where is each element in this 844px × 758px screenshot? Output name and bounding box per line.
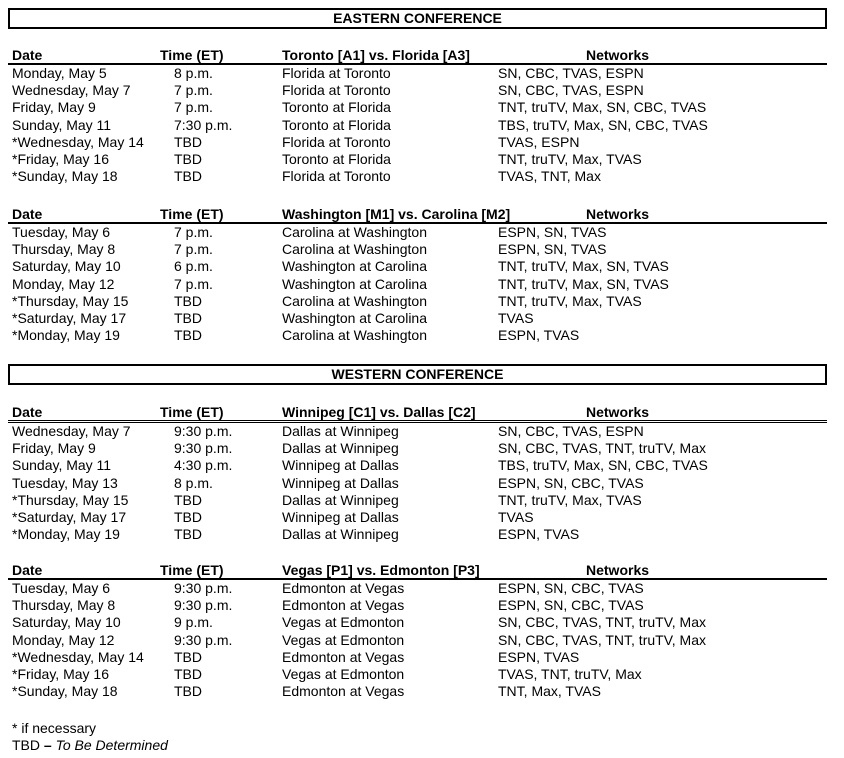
- game-matchup: Winnipeg at Dallas: [282, 474, 399, 491]
- game-matchup: Winnipeg at Dallas: [282, 457, 399, 474]
- game-time: 8 p.m.: [174, 474, 213, 491]
- game-date: Thursday, May 8: [12, 241, 116, 258]
- series-header: [8, 403, 827, 420]
- game-matchup: Carolina at Washington: [282, 327, 428, 344]
- game-networks: ESPN, TVAS: [498, 648, 580, 665]
- header-time: Time (ET): [160, 562, 224, 578]
- game-matchup: Vegas at Edmonton: [282, 665, 405, 682]
- game-row: [8, 649, 827, 666]
- game-matchup: Winnipeg at Dallas: [282, 508, 399, 525]
- game-time: TBD: [174, 683, 202, 700]
- game-networks: SN, CBC, TVAS, TNT, truTV, Max: [498, 631, 706, 648]
- game-time: TBD: [174, 168, 202, 185]
- header-date: Date: [12, 404, 43, 420]
- game-date: *Monday, May 19: [12, 327, 120, 344]
- series-header: [8, 561, 827, 578]
- game-date: Monday, May 5: [12, 65, 107, 81]
- game-networks: TVAS: [498, 309, 534, 326]
- game-networks: SN, CBC, TVAS, ESPN: [498, 65, 644, 81]
- game-matchup: Florida at Toronto: [282, 133, 391, 150]
- game-time: TBD: [174, 292, 202, 309]
- game-date: Saturday, May 10: [12, 614, 121, 631]
- game-date: Monday, May 12: [12, 631, 115, 648]
- game-row: [8, 526, 827, 543]
- game-date: *Sunday, May 18: [12, 168, 118, 185]
- series-matchup: Vegas [P1] vs. Edmonton [P3]: [282, 562, 480, 578]
- game-matchup: Florida at Toronto: [282, 82, 391, 99]
- eastern-conference-heading: EASTERN CONFERENCE: [8, 8, 827, 29]
- game-matchup: Edmonton at Vegas: [282, 648, 405, 665]
- game-time: 9 p.m.: [174, 614, 213, 631]
- game-matchup: Edmonton at Vegas: [282, 683, 405, 700]
- game-networks: TBS, truTV, Max, SN, CBC, TVAS: [498, 457, 708, 474]
- game-networks: TNT, truTV, Max, SN, CBC, TVAS: [498, 99, 707, 116]
- game-row: [8, 475, 827, 492]
- header-time: Time (ET): [160, 47, 224, 63]
- footnote-if-necessary: * if necessary: [12, 720, 97, 736]
- game-date: *Saturday, May 17: [12, 508, 127, 525]
- game-date: Friday, May 9: [12, 440, 96, 457]
- game-networks: ESPN, SN, TVAS: [498, 224, 607, 240]
- game-row: [8, 310, 827, 327]
- game-date: Thursday, May 8: [12, 597, 116, 614]
- game-row: [8, 117, 827, 134]
- game-time: 9:30 p.m.: [174, 597, 233, 614]
- game-matchup: Vegas at Edmonton: [282, 631, 405, 648]
- game-date: *Friday, May 16: [12, 150, 109, 167]
- game-date: Friday, May 9: [12, 99, 96, 116]
- game-networks: TNT, truTV, Max, SN, TVAS: [498, 258, 669, 275]
- game-date: *Thursday, May 15: [12, 491, 129, 508]
- game-networks: SN, CBC, TVAS, ESPN: [498, 423, 644, 439]
- header-networks: Networks: [586, 562, 650, 578]
- game-matchup: Washington at Carolina: [282, 275, 428, 292]
- game-date: Tuesday, May 13: [12, 474, 118, 491]
- game-row: [8, 683, 827, 700]
- game-row: [8, 597, 827, 614]
- game-date: Wednesday, May 7: [12, 82, 131, 99]
- game-time: 8 p.m.: [174, 65, 213, 81]
- game-networks: SN, CBC, TVAS, TNT, truTV, Max: [498, 440, 706, 457]
- game-networks: TNT, truTV, Max, TVAS: [498, 491, 642, 508]
- game-networks: TNT, truTV, Max, SN, TVAS: [498, 275, 669, 292]
- game-time: TBD: [174, 526, 202, 543]
- game-row: [8, 509, 827, 526]
- game-time: 9:30 p.m.: [174, 580, 233, 596]
- game-row: [8, 276, 827, 293]
- game-date: Monday, May 12: [12, 275, 115, 292]
- game-time: 7 p.m.: [174, 99, 213, 116]
- game-row: [8, 241, 827, 258]
- game-row: [8, 224, 827, 241]
- game-row: [8, 82, 827, 99]
- game-row: [8, 65, 827, 82]
- header-time: Time (ET): [160, 404, 224, 420]
- game-networks: SN, CBC, TVAS, ESPN: [498, 82, 644, 99]
- game-networks: TVAS, TNT, truTV, Max: [498, 665, 642, 682]
- game-row: [8, 134, 827, 151]
- tbd-abbr: TBD: [12, 737, 40, 753]
- game-date: Saturday, May 10: [12, 258, 121, 275]
- tbd-definition: To Be Determined: [55, 737, 168, 753]
- game-networks: TVAS, ESPN: [498, 133, 580, 150]
- game-time: TBD: [174, 665, 202, 682]
- header-date: Date: [12, 206, 43, 222]
- game-matchup: Dallas at Winnipeg: [282, 440, 399, 457]
- series-header: [8, 205, 827, 222]
- game-time: TBD: [174, 648, 202, 665]
- game-networks: ESPN, SN, TVAS: [498, 241, 607, 258]
- game-networks: TVAS, TNT, Max: [498, 168, 601, 185]
- game-time: TBD: [174, 150, 202, 167]
- game-matchup: Carolina at Washington: [282, 241, 428, 258]
- game-matchup: Florida at Toronto: [282, 65, 391, 81]
- game-time: TBD: [174, 309, 202, 326]
- game-networks: TNT, Max, TVAS: [498, 683, 601, 700]
- game-row: [8, 580, 827, 597]
- game-time: 9:30 p.m.: [174, 440, 233, 457]
- game-networks: ESPN, SN, CBC, TVAS: [498, 597, 644, 614]
- game-date: *Sunday, May 18: [12, 683, 118, 700]
- game-time: 9:30 p.m.: [174, 423, 233, 439]
- western-conference-heading: WESTERN CONFERENCE: [8, 364, 827, 385]
- game-row: [8, 423, 827, 440]
- series-table: [8, 46, 827, 185]
- series-table: [8, 403, 827, 543]
- series-matchup: Toronto [A1] vs. Florida [A3]: [282, 47, 470, 63]
- game-time: 7 p.m.: [174, 241, 213, 258]
- game-matchup: Toronto at Florida: [282, 150, 391, 167]
- game-date: *Saturday, May 17: [12, 309, 127, 326]
- game-time: TBD: [174, 327, 202, 344]
- game-networks: ESPN, SN, CBC, TVAS: [498, 580, 644, 596]
- header-networks: Networks: [586, 206, 650, 222]
- game-time: 9:30 p.m.: [174, 631, 233, 648]
- game-row: [8, 632, 827, 649]
- game-row: [8, 666, 827, 683]
- series-table: [8, 561, 827, 700]
- game-row: [8, 614, 827, 631]
- game-row: [8, 151, 827, 168]
- series-matchup: Washington [M1] vs. Carolina [M2]: [282, 206, 511, 222]
- game-row: [8, 440, 827, 457]
- game-row: [8, 327, 827, 344]
- game-networks: ESPN, SN, CBC, TVAS: [498, 474, 644, 491]
- game-time: 4:30 p.m.: [174, 457, 233, 474]
- game-row: [8, 168, 827, 185]
- game-matchup: Dallas at Winnipeg: [282, 423, 399, 439]
- game-time: TBD: [174, 508, 202, 525]
- game-date: Sunday, May 11: [12, 457, 112, 474]
- game-row: [8, 457, 827, 474]
- game-matchup: Dallas at Winnipeg: [282, 526, 399, 543]
- game-matchup: Carolina at Washington: [282, 292, 428, 309]
- game-date: *Wednesday, May 14: [12, 648, 144, 665]
- game-matchup: Toronto at Florida: [282, 116, 391, 133]
- game-time: 7:30 p.m.: [174, 116, 233, 133]
- tbd-dash: –: [40, 737, 56, 753]
- game-time: TBD: [174, 133, 202, 150]
- series-header: [8, 46, 827, 63]
- game-date: *Wednesday, May 14: [12, 133, 144, 150]
- header-networks: Networks: [586, 404, 650, 420]
- game-date: Tuesday, May 6: [12, 224, 111, 240]
- game-date: Wednesday, May 7: [12, 423, 131, 439]
- game-time: 6 p.m.: [174, 258, 213, 275]
- game-matchup: Toronto at Florida: [282, 99, 391, 116]
- series-table: [8, 205, 827, 344]
- game-matchup: Dallas at Winnipeg: [282, 491, 399, 508]
- header-date: Date: [12, 47, 43, 63]
- game-matchup: Florida at Toronto: [282, 168, 391, 185]
- game-date: *Thursday, May 15: [12, 292, 129, 309]
- game-date: Tuesday, May 6: [12, 580, 111, 596]
- game-matchup: Edmonton at Vegas: [282, 580, 405, 596]
- game-date: Sunday, May 11: [12, 116, 112, 133]
- game-networks: SN, CBC, TVAS, TNT, truTV, Max: [498, 614, 706, 631]
- game-time: 7 p.m.: [174, 224, 213, 240]
- header-networks: Networks: [586, 47, 650, 63]
- game-date: *Friday, May 16: [12, 665, 109, 682]
- game-date: *Monday, May 19: [12, 526, 120, 543]
- game-networks: TVAS: [498, 508, 534, 525]
- game-networks: ESPN, TVAS: [498, 526, 580, 543]
- game-networks: TBS, truTV, Max, SN, CBC, TVAS: [498, 116, 708, 133]
- game-matchup: Edmonton at Vegas: [282, 597, 405, 614]
- game-row: [8, 293, 827, 310]
- game-time: 7 p.m.: [174, 275, 213, 292]
- game-matchup: Washington at Carolina: [282, 309, 428, 326]
- game-matchup: Vegas at Edmonton: [282, 614, 405, 631]
- game-matchup: Carolina at Washington: [282, 224, 428, 240]
- header-date: Date: [12, 562, 43, 578]
- game-networks: ESPN, TVAS: [498, 327, 580, 344]
- game-networks: TNT, truTV, Max, TVAS: [498, 150, 642, 167]
- game-networks: TNT, truTV, Max, TVAS: [498, 292, 642, 309]
- game-row: [8, 258, 827, 275]
- game-row: [8, 99, 827, 116]
- game-matchup: Washington at Carolina: [282, 258, 428, 275]
- game-time: TBD: [174, 491, 202, 508]
- series-matchup: Winnipeg [C1] vs. Dallas [C2]: [282, 404, 476, 420]
- footnote-tbd: [12, 737, 168, 753]
- game-time: 7 p.m.: [174, 82, 213, 99]
- header-time: Time (ET): [160, 206, 224, 222]
- game-row: [8, 492, 827, 509]
